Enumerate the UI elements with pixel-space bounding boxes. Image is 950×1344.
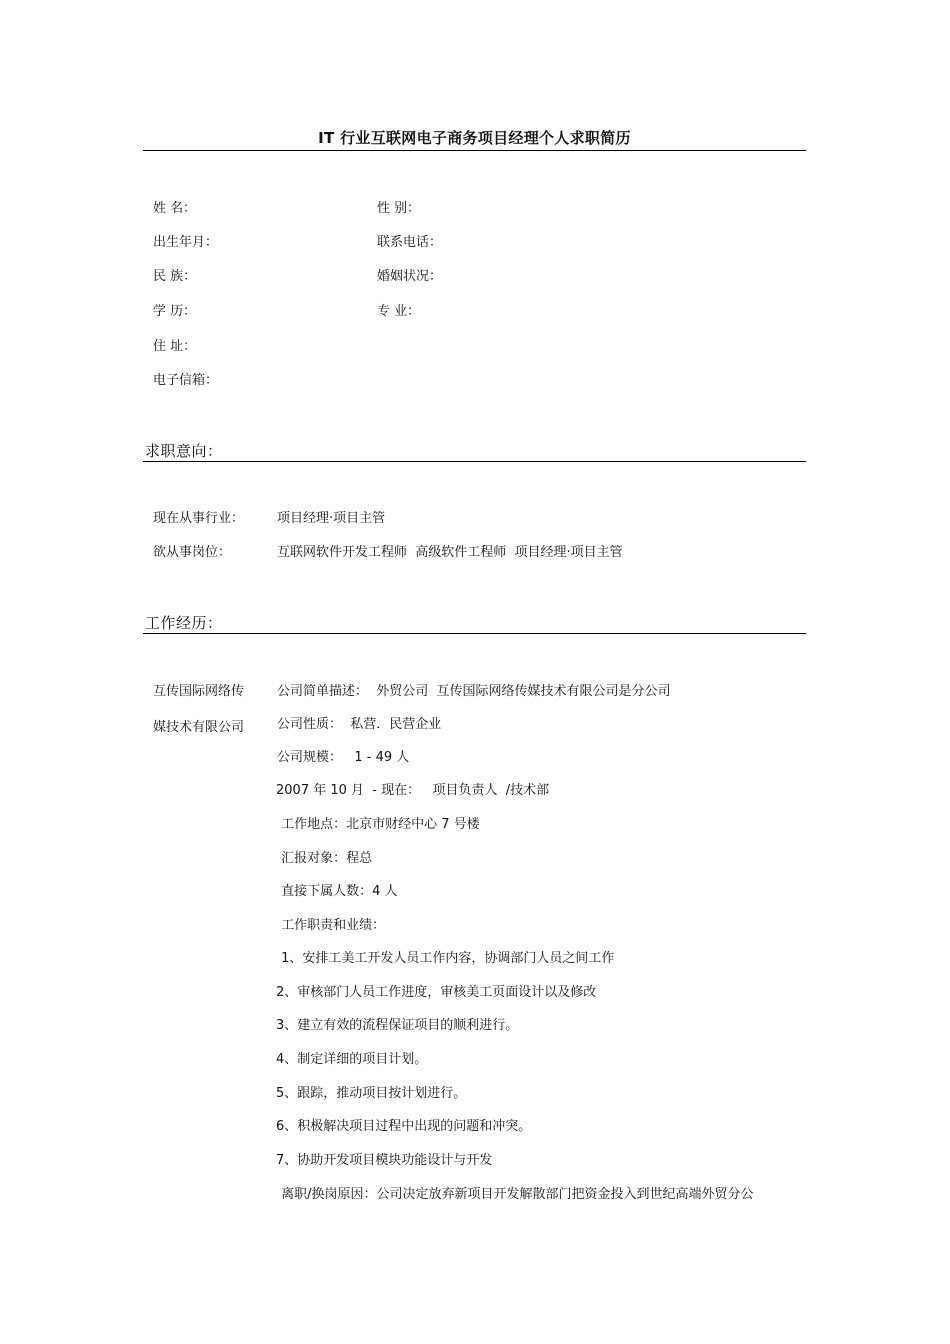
employment-period: 2007 年 10 月 - 现在： 项目负责人 /技术部 (276, 783, 550, 798)
marital-label: 婚姻状况： (377, 269, 443, 284)
current-industry-label: 现在从事行业： (153, 511, 245, 526)
company-description: 公司简单描述： 外贸公司 互传国际网络传媒技术有限公司是分公司 (277, 684, 671, 699)
intent-rule (143, 461, 806, 462)
desired-position-value: 互联网软件开发工程师 高级软件工程师 项目经理·项目主管 (277, 545, 623, 560)
ethnicity-label: 民 族： (153, 269, 197, 284)
birth-label: 出生年月： (153, 235, 219, 250)
direct-reports: 直接下属人数：4 人 (277, 884, 398, 899)
report-to: 汇报对象：程总 (277, 851, 373, 866)
gender-label: 性 别： (377, 201, 421, 216)
phone-label: 联系电话： (377, 235, 443, 250)
intent-heading: 求职意向： (145, 442, 223, 460)
duty-item: 7、协助开发项目模块功能设计与开发 (276, 1153, 493, 1168)
leaving-reason: 离职/换岗原因：公司决定放弃新项目开发解散部门把资金投入到世纪高端外贸分公 (277, 1187, 754, 1202)
address-label: 住 址： (153, 339, 197, 354)
major-label: 专 业： (377, 304, 421, 319)
experience-rule (143, 633, 806, 634)
email-label: 电子信箱： (153, 373, 219, 388)
education-label: 学 历： (153, 304, 197, 319)
work-location: 工作地点：北京市财经中心 7 号楼 (277, 817, 480, 832)
duty-item: 5、跟踪，推动项目按计划进行。 (276, 1086, 467, 1101)
title-rule (143, 150, 806, 151)
page-title: IT 行业互联网电子商务项目经理个人求职简历 (318, 129, 631, 147)
desired-position-label: 欲从事岗位： (153, 545, 232, 560)
experience-heading: 工作经历： (145, 614, 223, 632)
duty-item: 1、安排工美工开发人员工作内容，协调部门人员之间工作 (277, 951, 615, 966)
company-name-line-2: 媒技术有限公司 (153, 720, 245, 735)
current-industry-value: 项目经理·项目主管 (277, 511, 386, 526)
duty-item: 4、制定详细的项目计划。 (276, 1052, 428, 1067)
company-size: 公司规模： 1 - 49 人 (277, 750, 410, 765)
company-name-line-1: 互传国际网络传 (153, 684, 245, 699)
duty-item: 2、审核部门人员工作进度，审核美工页面设计以及修改 (276, 985, 597, 1000)
duty-item: 6、积极解决项目过程中出现的问题和冲突。 (276, 1119, 532, 1134)
name-label: 姓 名： (153, 201, 197, 216)
company-nature: 公司性质： 私营．民营企业 (277, 717, 442, 732)
duty-item: 3、建立有效的流程保证项目的顺利进行。 (276, 1018, 519, 1033)
duties-heading: 工作职责和业绩： (277, 918, 386, 933)
